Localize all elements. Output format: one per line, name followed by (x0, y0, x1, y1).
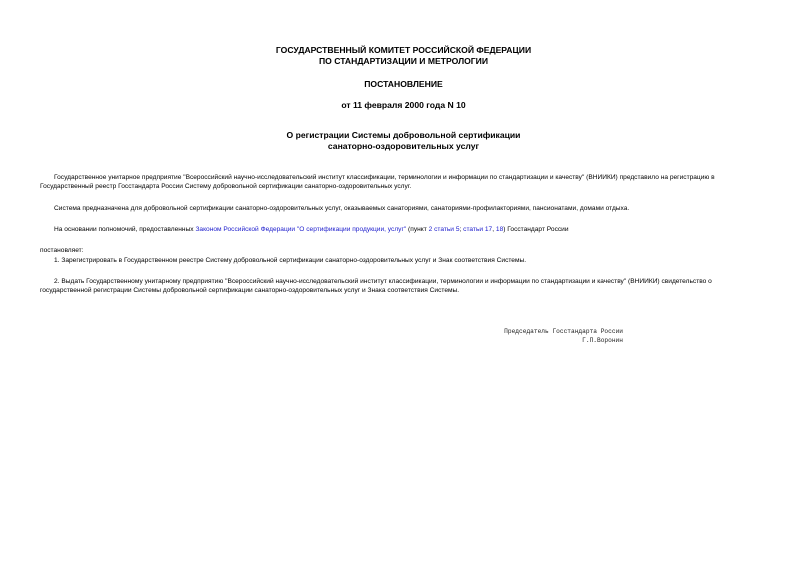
law-link[interactable]: Законом Российской Федерации "О сертификации продукции, услуг" (195, 226, 407, 233)
decree-item-2 (40, 277, 773, 296)
paragraph-intro-line2: Государственный реестр Госстандарта России Систему добровольной сертификации санаторно-оздоровительных услуг. (40, 183, 412, 191)
authority-sep2: , (492, 226, 496, 233)
authority-suffix: ) Госстандарт России (503, 226, 569, 233)
paragraph-authority (40, 225, 773, 234)
paragraph-purpose (40, 204, 773, 213)
committee-name-line1: ГОСУДАРСТВЕННЫЙ КОМИТЕТ РОССИЙСКОЙ ФЕДЕРАЦИИ (275, 45, 532, 55)
authority-sep1: ; (459, 226, 464, 233)
paragraph-intro-line1: Государственное унитарное предприятие "Всероссийский научно-исследовательский институт классификации, терминологии и информации по стандартизации и качеству" (ВНИИКИ) представило на регистрацию в (54, 174, 715, 181)
article17-link[interactable]: статьи 17 (463, 226, 493, 233)
committee-name-line2: ПО СТАНДАРТИЗАЦИИ И МЕТРОЛОГИИ (318, 56, 489, 66)
document-title-line2: санаторно-оздоровительных услуг (327, 141, 480, 151)
decree-word: постановляет: (40, 247, 84, 254)
authority-mid: (пункт (406, 226, 429, 233)
paragraph-intro (40, 173, 773, 192)
document-type: ПОСТАНОВЛЕНИЕ (364, 79, 443, 89)
document-title-line1: О регистрации Системы добровольной сертификации (286, 130, 521, 140)
authority-prefix: На основании полномочий, предоставленных (54, 226, 196, 233)
decree-item-1 (40, 256, 773, 265)
signature-position: Председатель Госстандарта России (504, 328, 623, 335)
document-date-number: от 11 февраля 2000 года N 10 (341, 100, 466, 110)
article18-link[interactable]: 18 (495, 226, 504, 233)
decree-item-1-text: 1. Зарегистрировать в Государственном реестре Систему добровольной сертификации санаторно-оздоровительных услуг и Знак соответствия Системы. (54, 257, 527, 264)
article5-link[interactable]: 2 статьи 5 (428, 226, 460, 233)
signature-name: Г.П.Воронин (582, 337, 623, 344)
decree-item-2-line1: 2. Выдать Государственному унитарному предприятию "Всероссийский научно-исследовательский институт классификации, терминологии и информации по стандартизации и качеству" (ВНИИКИ) свидетельство о (54, 278, 712, 285)
paragraph-purpose-text: Система предназначена для добровольной сертификации санаторно-оздоровительных услуг, оказываемых санаториями, санаториями-профилакториями, пансионатами, домами отдыха. (54, 205, 630, 212)
decree-item-2-line2: государственной регистрации Системы добровольной сертификации санаторно-оздоровительных услуг и Знака соответствия Системы. (40, 287, 460, 295)
